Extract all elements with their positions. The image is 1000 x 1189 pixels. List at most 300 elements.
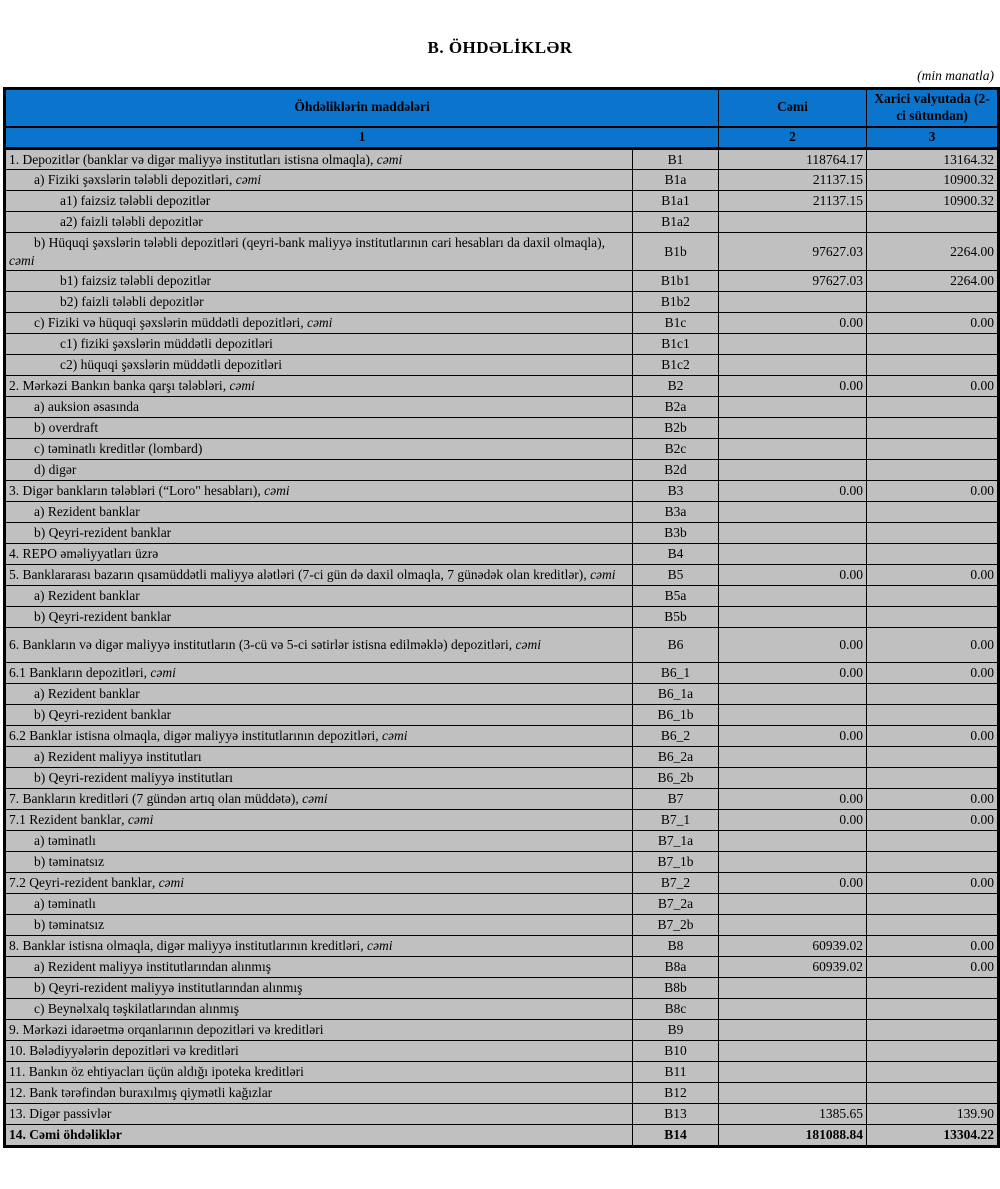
row-label-text: 10. Bələdiyyələrin depozitləri və kreditləri bbox=[9, 1043, 239, 1059]
table-row bbox=[5, 418, 999, 439]
row-total: 21137.15 bbox=[719, 191, 867, 212]
row-label-cell bbox=[5, 873, 633, 894]
row-foreign bbox=[867, 915, 999, 936]
row-code: B1c bbox=[633, 313, 719, 334]
row-code: B8c bbox=[633, 999, 719, 1020]
row-total bbox=[719, 768, 867, 789]
row-label-cell bbox=[5, 1062, 633, 1083]
row-label-cell bbox=[5, 915, 633, 936]
row-label-cell bbox=[5, 586, 633, 607]
row-label-cell bbox=[5, 684, 633, 705]
row-label-text: a) Fiziki şəxslərin tələbli depozitləri bbox=[34, 172, 229, 188]
row-label-cell bbox=[5, 747, 633, 768]
row-total: 0.00 bbox=[719, 726, 867, 747]
row-foreign bbox=[867, 768, 999, 789]
row-foreign bbox=[867, 1083, 999, 1104]
row-code: B1c1 bbox=[633, 334, 719, 355]
table-row bbox=[5, 334, 999, 355]
row-label-text: 1. Depozitlər (banklar və digər maliyyə institutları istisna olmaqla) bbox=[9, 151, 371, 167]
row-foreign bbox=[867, 523, 999, 544]
row-code: B8 bbox=[633, 936, 719, 957]
row-total: 181088.84 bbox=[719, 1125, 867, 1147]
row-foreign: 10900.32 bbox=[867, 191, 999, 212]
row-label-text: a) Rezident banklar bbox=[34, 588, 140, 604]
row-label-text: c) Beynəlxalq təşkilatlarından alınmış bbox=[34, 1001, 240, 1017]
row-total bbox=[719, 894, 867, 915]
row-foreign: 13164.32 bbox=[867, 148, 999, 170]
table-row bbox=[5, 565, 999, 586]
row-label-cell bbox=[5, 313, 633, 334]
row-label-italic: , cəmi bbox=[121, 812, 154, 828]
row-code: B7_1b bbox=[633, 852, 719, 873]
row-code: B6_2a bbox=[633, 747, 719, 768]
row-label-text: 12. Bank tərəfindən buraxılmış qiymətli kağızlar bbox=[9, 1085, 273, 1101]
row-label-text: c) Fiziki və hüquqi şəxslərin müddətli depozitləri bbox=[34, 315, 301, 331]
row-label-cell bbox=[5, 233, 633, 271]
row-label-text: 5. Banklararası bazarın qısamüddətli maliyyə alətləri (7-ci gün də daxil olmaqla, 7 günədək olan kreditlər) bbox=[9, 567, 584, 583]
row-code: B1b bbox=[633, 233, 719, 271]
table-row bbox=[5, 460, 999, 481]
row-label-text: 4. REPO əməliyyatları üzrə bbox=[9, 546, 159, 562]
row-total bbox=[719, 978, 867, 999]
row-total bbox=[719, 607, 867, 628]
row-total: 60939.02 bbox=[719, 957, 867, 978]
row-label-text: 6.2 Banklar istisna olmaqla, digər maliyyə institutlarının depozitləri bbox=[9, 728, 376, 744]
header-foreign: Xarici valyutada (2-ci sütundan) bbox=[867, 89, 999, 127]
row-foreign bbox=[867, 684, 999, 705]
row-code: B8b bbox=[633, 978, 719, 999]
row-foreign bbox=[867, 460, 999, 481]
row-code: B2d bbox=[633, 460, 719, 481]
table-row bbox=[5, 684, 999, 705]
row-foreign bbox=[867, 355, 999, 376]
table-row bbox=[5, 376, 999, 397]
row-label-italic: , cəmi bbox=[151, 875, 185, 891]
row-code: B7_2 bbox=[633, 873, 719, 894]
row-label-text: a) təminatlı bbox=[34, 833, 96, 849]
row-label-italic: , cəmi bbox=[222, 378, 255, 394]
row-total bbox=[719, 334, 867, 355]
row-total bbox=[719, 460, 867, 481]
header-col-1: 1 bbox=[5, 127, 719, 148]
table-row bbox=[5, 957, 999, 978]
row-label-cell bbox=[5, 936, 633, 957]
row-code: B6_1a bbox=[633, 684, 719, 705]
row-label-text: c2) hüquqi şəxslərin müddətli depozitləri bbox=[60, 357, 282, 373]
row-label-text: 7.2 Qeyri-rezident banklar bbox=[9, 875, 152, 891]
row-foreign bbox=[867, 1020, 999, 1041]
row-label-cell bbox=[5, 271, 633, 292]
header-row-labels bbox=[5, 89, 999, 127]
row-label-cell bbox=[5, 439, 633, 460]
row-label-text: a2) faizli tələbli depozitlər bbox=[60, 214, 203, 230]
table-row bbox=[5, 607, 999, 628]
row-label-text: b) Qeyri-rezident banklar bbox=[34, 525, 172, 541]
row-label-cell bbox=[5, 957, 633, 978]
row-label-cell bbox=[5, 607, 633, 628]
row-label-italic: , cəmi bbox=[295, 791, 328, 807]
row-foreign bbox=[867, 999, 999, 1020]
row-code: B7 bbox=[633, 789, 719, 810]
table-row bbox=[5, 502, 999, 523]
row-label-cell bbox=[5, 191, 633, 212]
row-total bbox=[719, 586, 867, 607]
row-label-text: b) Hüquqi şəxslərin tələbli depozitləri (qeyri-bank maliyyə institutlarının cari hesabları da daxil olmaqla) bbox=[34, 235, 602, 251]
row-total bbox=[719, 292, 867, 313]
row-label-cell bbox=[5, 726, 633, 747]
row-code: B2c bbox=[633, 439, 719, 460]
row-code: B10 bbox=[633, 1041, 719, 1062]
row-label-text: 7.1 Rezident banklar bbox=[9, 812, 122, 828]
row-label-italic: , cəmi bbox=[360, 938, 393, 954]
table-row bbox=[5, 586, 999, 607]
row-total bbox=[719, 502, 867, 523]
row-code: B6_2b bbox=[633, 768, 719, 789]
row-foreign bbox=[867, 212, 999, 233]
row-foreign bbox=[867, 607, 999, 628]
row-label-italic: , cəmi bbox=[228, 172, 262, 188]
row-label-text: a1) faizsiz tələbli depozitlər bbox=[60, 193, 211, 209]
row-label-text: b2) faizli tələbli depozitlər bbox=[60, 294, 204, 310]
row-code: B1a bbox=[633, 170, 719, 191]
row-label-text: 8. Banklar istisna olmaqla, digər maliyyə institutlarının kreditləri bbox=[9, 938, 361, 954]
row-foreign bbox=[867, 747, 999, 768]
row-label-text: b) overdraft bbox=[34, 420, 99, 436]
row-label-cell bbox=[5, 523, 633, 544]
row-foreign bbox=[867, 418, 999, 439]
table-row bbox=[5, 439, 999, 460]
row-label-text: c1) fiziki şəxslərin müddətli depozitləri bbox=[60, 336, 273, 352]
table-row bbox=[5, 1125, 999, 1147]
row-foreign: 0.00 bbox=[867, 957, 999, 978]
row-label-cell bbox=[5, 460, 633, 481]
row-label-cell bbox=[5, 502, 633, 523]
row-label-text: b) Qeyri-rezident maliyyə institutları bbox=[34, 770, 234, 786]
header-total: Cəmi bbox=[719, 89, 867, 127]
row-total bbox=[719, 397, 867, 418]
row-label-cell bbox=[5, 1020, 633, 1041]
row-label-cell bbox=[5, 334, 633, 355]
row-foreign bbox=[867, 705, 999, 726]
row-label-cell bbox=[5, 212, 633, 233]
row-label-cell bbox=[5, 481, 633, 502]
row-foreign bbox=[867, 544, 999, 565]
row-label-cell bbox=[5, 1041, 633, 1062]
row-label-cell bbox=[5, 852, 633, 873]
row-code: B5b bbox=[633, 607, 719, 628]
row-foreign bbox=[867, 397, 999, 418]
row-label-cell bbox=[5, 894, 633, 915]
header-items: Öhdəliklərin maddələri bbox=[5, 89, 719, 127]
table-row bbox=[5, 148, 999, 170]
row-code: B7_1a bbox=[633, 831, 719, 852]
row-foreign bbox=[867, 334, 999, 355]
row-label-cell bbox=[5, 705, 633, 726]
row-code: B6 bbox=[633, 628, 719, 663]
row-total bbox=[719, 1062, 867, 1083]
row-label-cell bbox=[5, 978, 633, 999]
row-label-text: b) təminatsız bbox=[34, 917, 105, 933]
row-code: B3b bbox=[633, 523, 719, 544]
row-label-text: 3. Digər bankların tələbləri (“Loro" hesabları) bbox=[9, 483, 258, 499]
row-total: 1385.65 bbox=[719, 1104, 867, 1125]
row-label-cell bbox=[5, 789, 633, 810]
table-row bbox=[5, 810, 999, 831]
row-label-cell bbox=[5, 148, 633, 170]
row-foreign: 0.00 bbox=[867, 565, 999, 586]
table-row bbox=[5, 789, 999, 810]
row-total: 0.00 bbox=[719, 313, 867, 334]
row-label-text: a) Rezident maliyyə institutlarından alınmış bbox=[34, 959, 271, 975]
row-foreign: 0.00 bbox=[867, 810, 999, 831]
row-label-text: a) təminatlı bbox=[34, 896, 96, 912]
row-total bbox=[719, 418, 867, 439]
row-label-cell bbox=[5, 355, 633, 376]
row-code: B1a2 bbox=[633, 212, 719, 233]
row-foreign: 139.90 bbox=[867, 1104, 999, 1125]
table-row bbox=[5, 852, 999, 873]
row-label-text: 14. Cəmi öhdəliklər bbox=[9, 1127, 122, 1143]
row-label-text: 7. Bankların kreditləri (7 gündən artıq olan müddətə) bbox=[9, 791, 296, 807]
row-foreign: 0.00 bbox=[867, 936, 999, 957]
row-total bbox=[719, 705, 867, 726]
row-code: B9 bbox=[633, 1020, 719, 1041]
table-row bbox=[5, 768, 999, 789]
row-foreign: 0.00 bbox=[867, 376, 999, 397]
row-code: B4 bbox=[633, 544, 719, 565]
row-total: 0.00 bbox=[719, 810, 867, 831]
liabilities-table bbox=[3, 87, 1000, 1148]
row-label-text: a) Rezident banklar bbox=[34, 686, 140, 702]
row-code: B3 bbox=[633, 481, 719, 502]
row-label-text: d) digər bbox=[34, 462, 77, 478]
row-code: B13 bbox=[633, 1104, 719, 1125]
row-label-cell bbox=[5, 397, 633, 418]
table-row bbox=[5, 481, 999, 502]
row-label-text: b) Qeyri-rezident banklar bbox=[34, 609, 172, 625]
row-label-cell bbox=[5, 1083, 633, 1104]
row-label-cell bbox=[5, 1104, 633, 1125]
row-label-cell bbox=[5, 565, 633, 586]
row-total: 97627.03 bbox=[719, 233, 867, 271]
table-row bbox=[5, 726, 999, 747]
row-total bbox=[719, 747, 867, 768]
row-total bbox=[719, 1041, 867, 1062]
row-label-italic: , cəmi bbox=[143, 665, 176, 681]
row-foreign: 0.00 bbox=[867, 481, 999, 502]
row-foreign: 0.00 bbox=[867, 663, 999, 684]
row-total bbox=[719, 852, 867, 873]
row-label-cell bbox=[5, 628, 633, 663]
table-body bbox=[5, 148, 999, 1146]
row-total: 60939.02 bbox=[719, 936, 867, 957]
table-row bbox=[5, 397, 999, 418]
row-label-italic: , cəmi bbox=[508, 637, 541, 653]
row-code: B11 bbox=[633, 1062, 719, 1083]
row-label-text: a) Rezident banklar bbox=[34, 504, 140, 520]
row-code: B7_1 bbox=[633, 810, 719, 831]
header-col-2: 2 bbox=[719, 127, 867, 148]
row-label-cell bbox=[5, 999, 633, 1020]
row-label-cell bbox=[5, 292, 633, 313]
row-total bbox=[719, 523, 867, 544]
row-label-italic: , cəmi bbox=[375, 728, 408, 744]
table-row bbox=[5, 936, 999, 957]
row-total bbox=[719, 999, 867, 1020]
row-foreign bbox=[867, 439, 999, 460]
row-total: 21137.15 bbox=[719, 170, 867, 191]
row-foreign: 13304.22 bbox=[867, 1125, 999, 1147]
row-foreign bbox=[867, 852, 999, 873]
table-row bbox=[5, 1104, 999, 1125]
table-header bbox=[5, 89, 999, 149]
row-code: B2a bbox=[633, 397, 719, 418]
table-row bbox=[5, 894, 999, 915]
row-code: B1 bbox=[633, 148, 719, 170]
row-label-text: b1) faizsiz tələbli depozitlər bbox=[60, 273, 212, 289]
row-foreign: 2264.00 bbox=[867, 233, 999, 271]
row-code: B8a bbox=[633, 957, 719, 978]
table-row bbox=[5, 1041, 999, 1062]
table-row bbox=[5, 544, 999, 565]
table-row bbox=[5, 191, 999, 212]
row-total bbox=[719, 439, 867, 460]
row-total bbox=[719, 915, 867, 936]
table-row bbox=[5, 978, 999, 999]
row-code: B1b1 bbox=[633, 271, 719, 292]
row-label-italic: , cəmi bbox=[9, 235, 605, 268]
table-row bbox=[5, 1083, 999, 1104]
row-label-cell bbox=[5, 544, 633, 565]
table-row bbox=[5, 170, 999, 191]
row-label-text: a) auksion əsasında bbox=[34, 399, 139, 415]
row-code: B1a1 bbox=[633, 191, 719, 212]
row-label-italic: , cəmi bbox=[583, 567, 616, 583]
row-foreign bbox=[867, 1041, 999, 1062]
row-total: 0.00 bbox=[719, 481, 867, 502]
row-label-text: b) Qeyri-rezident maliyyə institutlarından alınmış bbox=[34, 980, 303, 996]
table-row bbox=[5, 663, 999, 684]
table-row bbox=[5, 1020, 999, 1041]
row-code: B2b bbox=[633, 418, 719, 439]
row-label-cell bbox=[5, 810, 633, 831]
row-code: B7_2b bbox=[633, 915, 719, 936]
table-row bbox=[5, 628, 999, 663]
row-total: 0.00 bbox=[719, 565, 867, 586]
table-row bbox=[5, 212, 999, 233]
row-foreign bbox=[867, 978, 999, 999]
row-total: 97627.03 bbox=[719, 271, 867, 292]
table-row bbox=[5, 271, 999, 292]
row-label-text: 2. Mərkəzi Bankın banka qarşı tələbləri bbox=[9, 378, 223, 394]
row-code: B1c2 bbox=[633, 355, 719, 376]
row-label-cell bbox=[5, 663, 633, 684]
row-label-text: 9. Mərkəzi idarəetmə orqanlarının depozitləri və kreditləri bbox=[9, 1022, 324, 1038]
row-label-cell bbox=[5, 831, 633, 852]
row-label-cell bbox=[5, 376, 633, 397]
row-foreign bbox=[867, 502, 999, 523]
row-code: B5 bbox=[633, 565, 719, 586]
header-col-3: 3 bbox=[867, 127, 999, 148]
row-foreign: 0.00 bbox=[867, 628, 999, 663]
row-label-cell bbox=[5, 418, 633, 439]
table-row bbox=[5, 831, 999, 852]
table-row bbox=[5, 233, 999, 271]
row-label-text: 11. Bankın öz ehtiyacları üçün aldığı ipoteka kreditləri bbox=[9, 1064, 304, 1080]
row-label-italic: , cəmi bbox=[370, 151, 403, 167]
table-row bbox=[5, 915, 999, 936]
row-total: 0.00 bbox=[719, 873, 867, 894]
page-title: B. ÖHDƏLİKLƏR bbox=[427, 38, 573, 57]
row-code: B6_1 bbox=[633, 663, 719, 684]
row-code: B12 bbox=[633, 1083, 719, 1104]
row-foreign bbox=[867, 292, 999, 313]
row-label-text: b) Qeyri-rezident banklar bbox=[34, 707, 172, 723]
table-row bbox=[5, 292, 999, 313]
row-foreign bbox=[867, 1062, 999, 1083]
row-foreign: 10900.32 bbox=[867, 170, 999, 191]
row-total: 0.00 bbox=[719, 789, 867, 810]
row-label-text: 6. Bankların və digər maliyyə institutların (3-cü və 5-ci sətirlər istisna edilməklə) depozitləri bbox=[9, 637, 509, 653]
row-label-text: b) təminatsız bbox=[34, 854, 105, 870]
table-row bbox=[5, 873, 999, 894]
row-foreign bbox=[867, 586, 999, 607]
row-code: B5a bbox=[633, 586, 719, 607]
row-code: B3a bbox=[633, 502, 719, 523]
row-total bbox=[719, 1083, 867, 1104]
row-label-italic: , cəmi bbox=[300, 315, 333, 331]
table-row bbox=[5, 355, 999, 376]
row-foreign: 2264.00 bbox=[867, 271, 999, 292]
row-foreign: 0.00 bbox=[867, 789, 999, 810]
row-code: B14 bbox=[633, 1125, 719, 1147]
row-total bbox=[719, 355, 867, 376]
row-total: 0.00 bbox=[719, 628, 867, 663]
row-total: 118764.17 bbox=[719, 148, 867, 170]
table-row bbox=[5, 313, 999, 334]
row-foreign: 0.00 bbox=[867, 873, 999, 894]
row-total bbox=[719, 544, 867, 565]
table-row bbox=[5, 747, 999, 768]
row-foreign bbox=[867, 894, 999, 915]
row-total: 0.00 bbox=[719, 376, 867, 397]
row-label-cell bbox=[5, 1125, 633, 1147]
row-total: 0.00 bbox=[719, 663, 867, 684]
row-code: B1b2 bbox=[633, 292, 719, 313]
row-label-text: 6.1 Bankların depozitləri bbox=[9, 665, 144, 681]
row-label-text: a) Rezident maliyyə institutları bbox=[34, 749, 202, 765]
row-label-text: 13. Digər passivlər bbox=[9, 1106, 112, 1122]
row-label-cell bbox=[5, 170, 633, 191]
row-foreign: 0.00 bbox=[867, 726, 999, 747]
row-code: B6_2 bbox=[633, 726, 719, 747]
row-code: B6_1b bbox=[633, 705, 719, 726]
table-row bbox=[5, 705, 999, 726]
row-total bbox=[719, 212, 867, 233]
row-label-text: c) təminatlı kreditlər (lombard) bbox=[34, 441, 203, 457]
row-label-cell bbox=[5, 768, 633, 789]
row-code: B7_2a bbox=[633, 894, 719, 915]
header-row-numbers bbox=[5, 127, 999, 148]
row-total bbox=[719, 831, 867, 852]
row-foreign bbox=[867, 831, 999, 852]
unit-note: (min manatla) bbox=[917, 68, 994, 83]
row-total bbox=[719, 684, 867, 705]
table-row bbox=[5, 999, 999, 1020]
table-row bbox=[5, 1062, 999, 1083]
table-row bbox=[5, 523, 999, 544]
row-label-italic: , cəmi bbox=[257, 483, 290, 499]
